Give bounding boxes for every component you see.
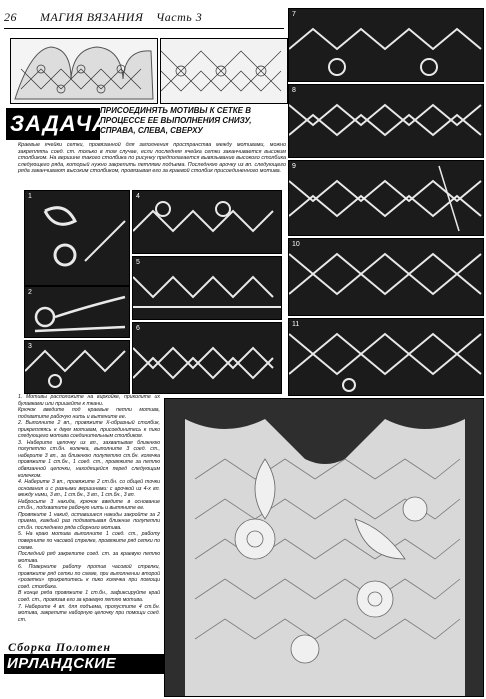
lace-sample-left-graphic bbox=[11, 39, 157, 103]
step-text: 4. Наберите 3 вп., провяжите 2 ст.бн. со общей точки основания и с разными вершинами: с арочкой из 4-х вп. между ними, 3 вп., 1 ст.бн., 3 вп., 1 ст.бн., 3 вп. bbox=[18, 479, 160, 499]
step-photo-6-number: 6 bbox=[136, 325, 140, 332]
step-photo-10 bbox=[288, 238, 484, 316]
step-photo-7-number: 7 bbox=[292, 11, 296, 18]
step-photo-11-number: 11 bbox=[292, 321, 300, 328]
step-text: 1. Мотивы расположите на виркойке, приколите их булавками или пришейте к ткани. bbox=[18, 394, 160, 407]
step-photo-10-number: 10 bbox=[292, 241, 300, 248]
step-text: 2. Выполните 2 вп., провяжите Х-образный столбик, прикрепляясь к двум мотивам, присоединитесь к пико следующего мотива соединительным столбиком. bbox=[18, 420, 160, 440]
step-photo-9-graphic bbox=[289, 161, 483, 235]
step-photo-2-graphic bbox=[25, 287, 129, 337]
step-text: 6. Поверните работу против часовой стрелки, провяжите ряд сетки по схеме, при выполнении второй «розетки» прикрепитесь к пико колечка при помощи соед. столбика. bbox=[18, 564, 160, 590]
part-label: Часть 3 bbox=[156, 10, 203, 24]
brand-main-title: ИРЛАНДСКИЕ КРУЖЕВА bbox=[4, 654, 165, 674]
step-text: Набросьте 3 накида, крючок введите в основание ст.бн., подхватите рабочую нить и вытяните ее. bbox=[18, 498, 160, 512]
step-photo-2-number: 2 bbox=[28, 289, 32, 296]
step-photo-1 bbox=[24, 190, 130, 286]
step-photo-5 bbox=[132, 256, 282, 320]
step-text: 3. Наберите цепочку из вп., захватывая ближнюю полупетлю ст.бн. колечка, выполните 3 соед. ст., наберите 3 вп., за ближнюю полупетлю ст.бн. колечка провяжите 1 ст.бн., 1 соед. ст., провяжите за петлю обвязанной цепочки, находящейся перед следующим колечком. bbox=[18, 439, 160, 479]
step-photo-3-number: 3 bbox=[28, 343, 32, 350]
step-text: Крючок введите под краевые петли мотива, подхватите рабочую нить и вытяните ее. bbox=[18, 407, 160, 420]
step-photo-8-graphic bbox=[289, 85, 483, 157]
step-text: Последний ряд закрепите соед. ст. за краевую петлю мотива. bbox=[18, 551, 160, 564]
step-photo-1-graphic bbox=[25, 191, 129, 285]
step-photo-1-number: 1 bbox=[28, 193, 32, 200]
step-text: 5. На краю мотива выполните 1 соед. ст., работу поверните по часовой стрелке, провяжите ряд сетки по схеме. bbox=[18, 531, 160, 551]
step-photo-2 bbox=[24, 286, 130, 338]
task-title: ПРИСОЕДИНЯТЬ МОТИВЫ К СЕТКЕ В ПРОЦЕССЕ ЕЕ ВЫПОЛНЕНИЯ СНИЗУ, СПРАВА, СЛЕВА, СВЕРХУ bbox=[100, 106, 252, 135]
step-photo-6 bbox=[132, 322, 282, 394]
step-photo-3 bbox=[24, 340, 130, 394]
step-text: В конце ряда провяжите 1 ст.бн., зафиксируйте край соед. ст., провязав его за краевую петлю мотива. bbox=[18, 590, 160, 603]
step-photo-7 bbox=[288, 8, 484, 82]
step-photo-7-graphic bbox=[289, 9, 483, 81]
lace-sample-right-graphic bbox=[161, 39, 287, 103]
lace-top-photo bbox=[164, 398, 484, 697]
step-text: 7. Наберите 4 вп. для подъема, пропустите 4 ст.бн. мотива, закрепите наборную цепочку при помощи соед. ст. bbox=[18, 603, 160, 623]
page-header bbox=[4, 8, 284, 29]
brand-series-title: Сборка Полотен bbox=[8, 640, 112, 654]
step-photo-10-graphic bbox=[289, 239, 483, 315]
step-photo-5-number: 5 bbox=[136, 259, 140, 266]
step-text: Провяжите 1 накид, оставшиеся накиды закройте за 2 приема, каждый раз подхватывая ближние полупетли ст.бн. последнего ряда сборного мотива. bbox=[18, 511, 160, 531]
step-photo-11 bbox=[288, 318, 484, 396]
page-number: 26 bbox=[4, 10, 17, 24]
step-photo-8-number: 8 bbox=[292, 87, 296, 94]
step-photo-9 bbox=[288, 160, 484, 236]
step-photo-4-graphic bbox=[133, 191, 281, 253]
magazine-title: МАГИЯ ВЯЗАНИЯ bbox=[40, 10, 144, 24]
step-photo-5-graphic bbox=[133, 257, 281, 319]
step-photo-9-number: 9 bbox=[292, 163, 296, 170]
step-photo-8 bbox=[288, 84, 484, 158]
step-photo-3-graphic bbox=[25, 341, 129, 393]
task-label: ЗАДАЧА bbox=[6, 108, 100, 140]
lace-sample-photo-right bbox=[160, 38, 288, 104]
step-photo-11-graphic bbox=[289, 319, 483, 395]
step-photo-6-graphic bbox=[133, 323, 281, 393]
step-photo-4-number: 4 bbox=[136, 193, 140, 200]
step-photo-4 bbox=[132, 190, 282, 254]
intro-paragraph: Краевые ячейки сетки, провязанной для заполнения пространства между мотивами, можно закреплять соед. ст. только в том случае, если последняя ячейка сетки заканчивается высоким столбиком. На вершине такого столбика по рисунку предполагается вывязывание высокого столбика следующего ряда, который нужно закрепить петлями подъема. Последнюю арочку из вп. следующего ряда заканчивают высоким столбиком, провязывая его за краевой столбик присоединенного мотива. bbox=[18, 142, 286, 175]
lace-sample-photo-left bbox=[10, 38, 158, 104]
step-instructions bbox=[18, 394, 160, 623]
lace-top-graphic bbox=[165, 399, 483, 696]
